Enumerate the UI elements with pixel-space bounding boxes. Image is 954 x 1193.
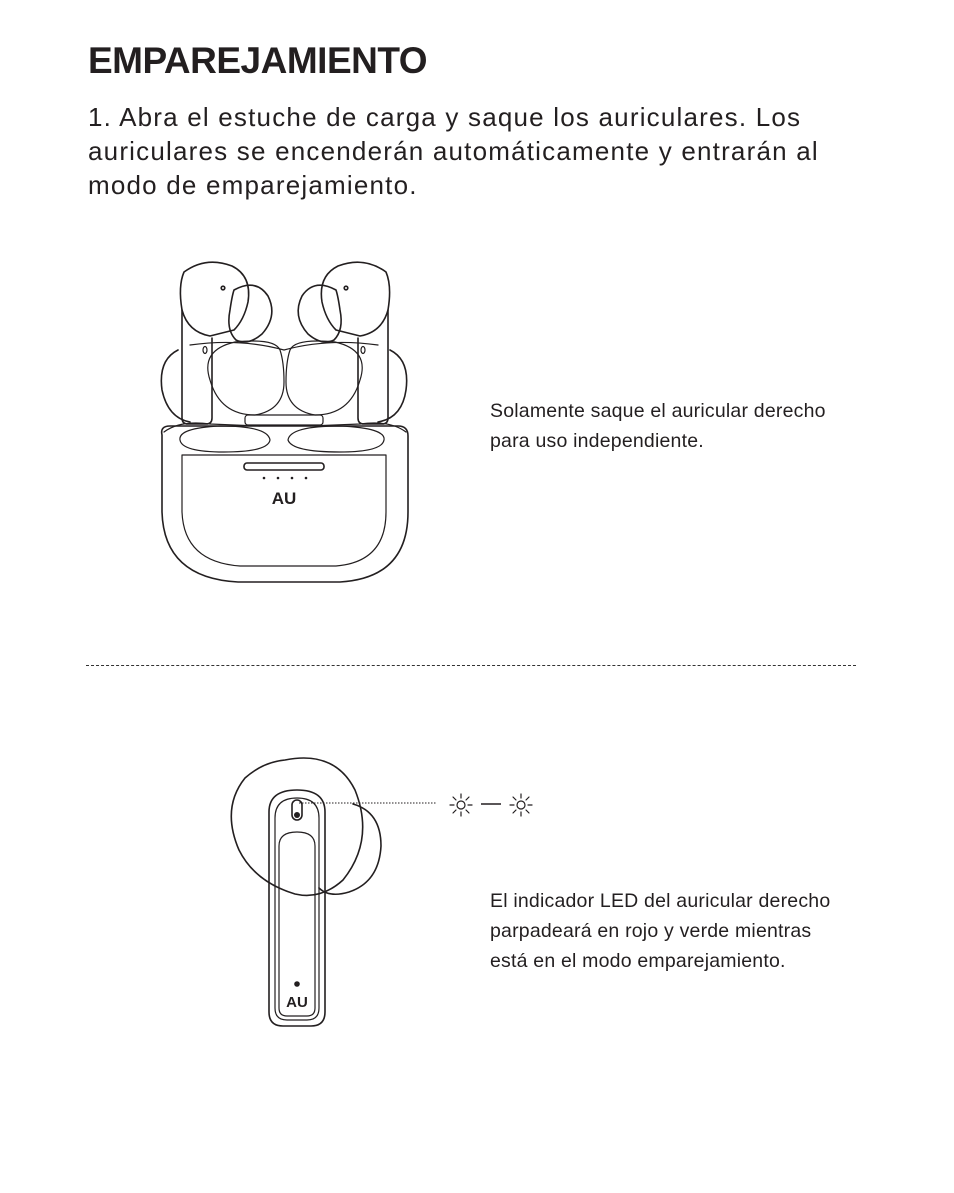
led-blink-icon-1 bbox=[450, 794, 472, 816]
ear-tip bbox=[231, 758, 362, 895]
step-1-instruction: 1. Abra el estuche de carga y saque los auriculares. Los auriculares se encenderán automáticamente y entrarán al modo de emparejamiento. bbox=[88, 102, 819, 200]
earbud-body bbox=[269, 790, 325, 1026]
left-earbud bbox=[180, 262, 271, 424]
led-blink-icon-2 bbox=[510, 794, 532, 816]
page-title: EMPAREJAMIENTO bbox=[88, 40, 428, 81]
led-indicator-note: El indicador LED del auricular derecho parpadeará en rojo y verde mientras está en el modo emparejamiento. bbox=[490, 890, 831, 972]
charging-case-illustration bbox=[150, 250, 430, 595]
case-body-inner bbox=[182, 455, 386, 566]
earbud-logo: AU bbox=[286, 994, 308, 1011]
section-divider bbox=[86, 665, 856, 666]
case-logo: AU bbox=[271, 489, 297, 508]
case-hinge bbox=[244, 463, 324, 470]
battery-led-dots bbox=[263, 477, 308, 480]
right-earbud bbox=[298, 262, 389, 424]
led-indicator bbox=[294, 812, 300, 818]
independent-use-note: Solamente saque el auricular derecho para uso independiente. bbox=[490, 400, 826, 452]
